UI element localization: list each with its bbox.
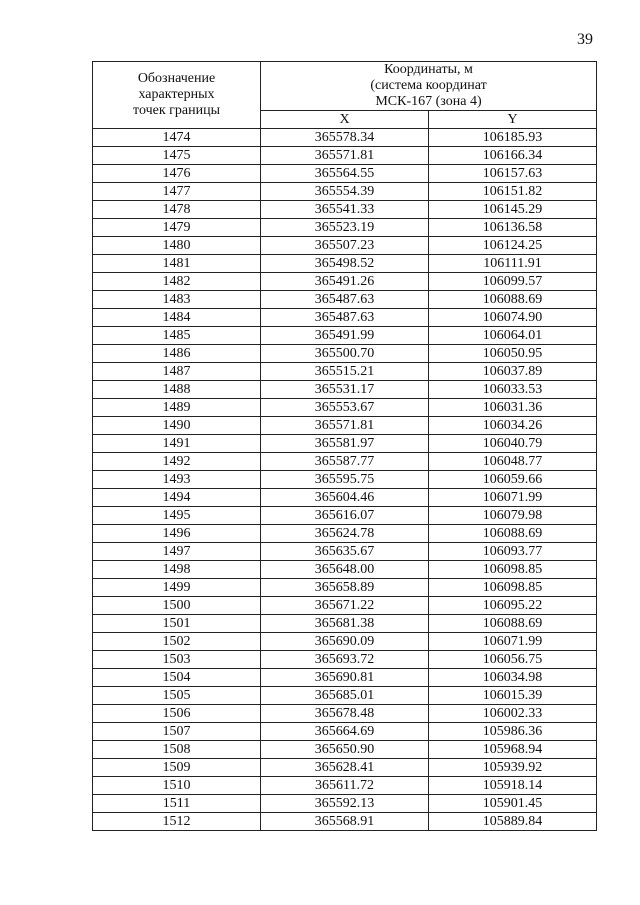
header-x: X <box>261 111 429 129</box>
x-coordinate-cell: 365564.55 <box>261 165 429 183</box>
point-id-cell: 1509 <box>93 759 261 777</box>
point-id-cell: 1488 <box>93 381 261 399</box>
y-coordinate-cell: 106056.75 <box>429 651 597 669</box>
point-id-cell: 1503 <box>93 651 261 669</box>
x-coordinate-cell: 365554.39 <box>261 183 429 201</box>
table-row <box>93 471 597 489</box>
x-coordinate-cell: 365690.81 <box>261 669 429 687</box>
x-coordinate-cell: 365678.48 <box>261 705 429 723</box>
table-row <box>93 777 597 795</box>
point-id-cell: 1481 <box>93 255 261 273</box>
x-coordinate-cell: 365553.67 <box>261 399 429 417</box>
point-id-cell: 1500 <box>93 597 261 615</box>
x-coordinate-cell: 365500.70 <box>261 345 429 363</box>
point-id-cell: 1510 <box>93 777 261 795</box>
x-coordinate-cell: 365592.13 <box>261 795 429 813</box>
table-row <box>93 543 597 561</box>
x-coordinate-cell: 365693.72 <box>261 651 429 669</box>
point-id-cell: 1508 <box>93 741 261 759</box>
x-coordinate-cell: 365568.91 <box>261 813 429 831</box>
y-coordinate-cell: 106098.85 <box>429 579 597 597</box>
table-row <box>93 399 597 417</box>
point-id-cell: 1499 <box>93 579 261 597</box>
table-row <box>93 273 597 291</box>
table-row <box>93 723 597 741</box>
point-id-cell: 1480 <box>93 237 261 255</box>
y-coordinate-cell: 106185.93 <box>429 129 597 147</box>
page-number: 39 <box>577 31 593 48</box>
point-id-cell: 1512 <box>93 813 261 831</box>
table-row <box>93 435 597 453</box>
y-coordinate-cell: 106015.39 <box>429 687 597 705</box>
table-row <box>93 795 597 813</box>
table-row <box>93 615 597 633</box>
table-row <box>93 759 597 777</box>
y-coordinate-cell: 106031.36 <box>429 399 597 417</box>
x-coordinate-cell: 365624.78 <box>261 525 429 543</box>
x-coordinate-cell: 365571.81 <box>261 417 429 435</box>
x-coordinate-cell: 365578.34 <box>261 129 429 147</box>
point-id-cell: 1477 <box>93 183 261 201</box>
table-row <box>93 219 597 237</box>
point-id-cell: 1485 <box>93 327 261 345</box>
x-coordinate-cell: 365571.81 <box>261 147 429 165</box>
point-id-cell: 1507 <box>93 723 261 741</box>
table-row <box>93 669 597 687</box>
y-coordinate-cell: 106088.69 <box>429 525 597 543</box>
point-id-cell: 1487 <box>93 363 261 381</box>
y-coordinate-cell: 106071.99 <box>429 489 597 507</box>
y-coordinate-cell: 105939.92 <box>429 759 597 777</box>
x-coordinate-cell: 365587.77 <box>261 453 429 471</box>
table-row <box>93 813 597 831</box>
table-row <box>93 489 597 507</box>
y-coordinate-cell: 106048.77 <box>429 453 597 471</box>
x-coordinate-cell: 365604.46 <box>261 489 429 507</box>
y-coordinate-cell: 106166.34 <box>429 147 597 165</box>
x-coordinate-cell: 365515.21 <box>261 363 429 381</box>
table-row <box>93 147 597 165</box>
table-row <box>93 381 597 399</box>
x-coordinate-cell: 365581.97 <box>261 435 429 453</box>
point-id-cell: 1504 <box>93 669 261 687</box>
x-coordinate-cell: 365498.52 <box>261 255 429 273</box>
table-row <box>93 345 597 363</box>
point-id-cell: 1483 <box>93 291 261 309</box>
header-point-designation: Обозначение характерных точек границы <box>93 62 261 129</box>
table-row <box>93 651 597 669</box>
y-coordinate-cell: 106093.77 <box>429 543 597 561</box>
y-coordinate-cell: 106059.66 <box>429 471 597 489</box>
y-coordinate-cell: 106079.98 <box>429 507 597 525</box>
table-row <box>93 255 597 273</box>
table-row <box>93 525 597 543</box>
x-coordinate-cell: 365635.67 <box>261 543 429 561</box>
x-coordinate-cell: 365664.69 <box>261 723 429 741</box>
point-id-cell: 1492 <box>93 453 261 471</box>
point-id-cell: 1479 <box>93 219 261 237</box>
x-coordinate-cell: 365595.75 <box>261 471 429 489</box>
point-id-cell: 1511 <box>93 795 261 813</box>
x-coordinate-cell: 365491.26 <box>261 273 429 291</box>
point-id-cell: 1493 <box>93 471 261 489</box>
y-coordinate-cell: 106064.01 <box>429 327 597 345</box>
y-coordinate-cell: 105889.84 <box>429 813 597 831</box>
point-id-cell: 1476 <box>93 165 261 183</box>
y-coordinate-cell: 106034.26 <box>429 417 597 435</box>
point-id-cell: 1484 <box>93 309 261 327</box>
table-row <box>93 561 597 579</box>
y-coordinate-cell: 106050.95 <box>429 345 597 363</box>
y-coordinate-cell: 106071.99 <box>429 633 597 651</box>
point-id-cell: 1497 <box>93 543 261 561</box>
x-coordinate-cell: 365541.33 <box>261 201 429 219</box>
y-coordinate-cell: 105918.14 <box>429 777 597 795</box>
x-coordinate-cell: 365487.63 <box>261 309 429 327</box>
table-row <box>93 165 597 183</box>
point-id-cell: 1501 <box>93 615 261 633</box>
y-coordinate-cell: 106037.89 <box>429 363 597 381</box>
table-row <box>93 741 597 759</box>
y-coordinate-cell: 106088.69 <box>429 615 597 633</box>
table-row <box>93 201 597 219</box>
coordinates-table <box>92 61 597 831</box>
point-id-cell: 1489 <box>93 399 261 417</box>
y-coordinate-cell: 106151.82 <box>429 183 597 201</box>
point-id-cell: 1502 <box>93 633 261 651</box>
x-coordinate-cell: 365685.01 <box>261 687 429 705</box>
table-row <box>93 453 597 471</box>
table-row <box>93 417 597 435</box>
y-coordinate-cell: 106033.53 <box>429 381 597 399</box>
x-coordinate-cell: 365523.19 <box>261 219 429 237</box>
table-row <box>93 633 597 651</box>
point-id-cell: 1505 <box>93 687 261 705</box>
point-id-cell: 1482 <box>93 273 261 291</box>
x-coordinate-cell: 365611.72 <box>261 777 429 795</box>
x-coordinate-cell: 365690.09 <box>261 633 429 651</box>
y-coordinate-cell: 106034.98 <box>429 669 597 687</box>
x-coordinate-cell: 365658.89 <box>261 579 429 597</box>
table-row <box>93 129 597 147</box>
point-id-cell: 1490 <box>93 417 261 435</box>
x-coordinate-cell: 365650.90 <box>261 741 429 759</box>
x-coordinate-cell: 365491.99 <box>261 327 429 345</box>
header-y: Y <box>429 111 597 129</box>
x-coordinate-cell: 365531.17 <box>261 381 429 399</box>
table-row <box>93 291 597 309</box>
y-coordinate-cell: 106124.25 <box>429 237 597 255</box>
point-id-cell: 1475 <box>93 147 261 165</box>
point-id-cell: 1478 <box>93 201 261 219</box>
y-coordinate-cell: 106074.90 <box>429 309 597 327</box>
table-row <box>93 363 597 381</box>
point-id-cell: 1506 <box>93 705 261 723</box>
y-coordinate-cell: 106157.63 <box>429 165 597 183</box>
x-coordinate-cell: 365671.22 <box>261 597 429 615</box>
table-row <box>93 705 597 723</box>
y-coordinate-cell: 106145.29 <box>429 201 597 219</box>
table-row <box>93 597 597 615</box>
header-coordinates: Координаты, м (система координат МСК-167 (зона 4) <box>261 62 597 111</box>
point-id-cell: 1494 <box>93 489 261 507</box>
x-coordinate-cell: 365628.41 <box>261 759 429 777</box>
table-row <box>93 687 597 705</box>
x-coordinate-cell: 365487.63 <box>261 291 429 309</box>
point-id-cell: 1491 <box>93 435 261 453</box>
y-coordinate-cell: 105901.45 <box>429 795 597 813</box>
x-coordinate-cell: 365616.07 <box>261 507 429 525</box>
point-id-cell: 1498 <box>93 561 261 579</box>
y-coordinate-cell: 105986.36 <box>429 723 597 741</box>
y-coordinate-cell: 106136.58 <box>429 219 597 237</box>
point-id-cell: 1496 <box>93 525 261 543</box>
y-coordinate-cell: 106088.69 <box>429 291 597 309</box>
x-coordinate-cell: 365681.38 <box>261 615 429 633</box>
y-coordinate-cell: 106095.22 <box>429 597 597 615</box>
x-coordinate-cell: 365648.00 <box>261 561 429 579</box>
y-coordinate-cell: 105968.94 <box>429 741 597 759</box>
point-id-cell: 1486 <box>93 345 261 363</box>
table-row <box>93 327 597 345</box>
y-coordinate-cell: 106111.91 <box>429 255 597 273</box>
x-coordinate-cell: 365507.23 <box>261 237 429 255</box>
table-row <box>93 309 597 327</box>
point-id-cell: 1495 <box>93 507 261 525</box>
table-row <box>93 183 597 201</box>
y-coordinate-cell: 106002.33 <box>429 705 597 723</box>
table-row <box>93 237 597 255</box>
y-coordinate-cell: 106099.57 <box>429 273 597 291</box>
table-row <box>93 507 597 525</box>
table-row <box>93 579 597 597</box>
y-coordinate-cell: 106098.85 <box>429 561 597 579</box>
point-id-cell: 1474 <box>93 129 261 147</box>
y-coordinate-cell: 106040.79 <box>429 435 597 453</box>
